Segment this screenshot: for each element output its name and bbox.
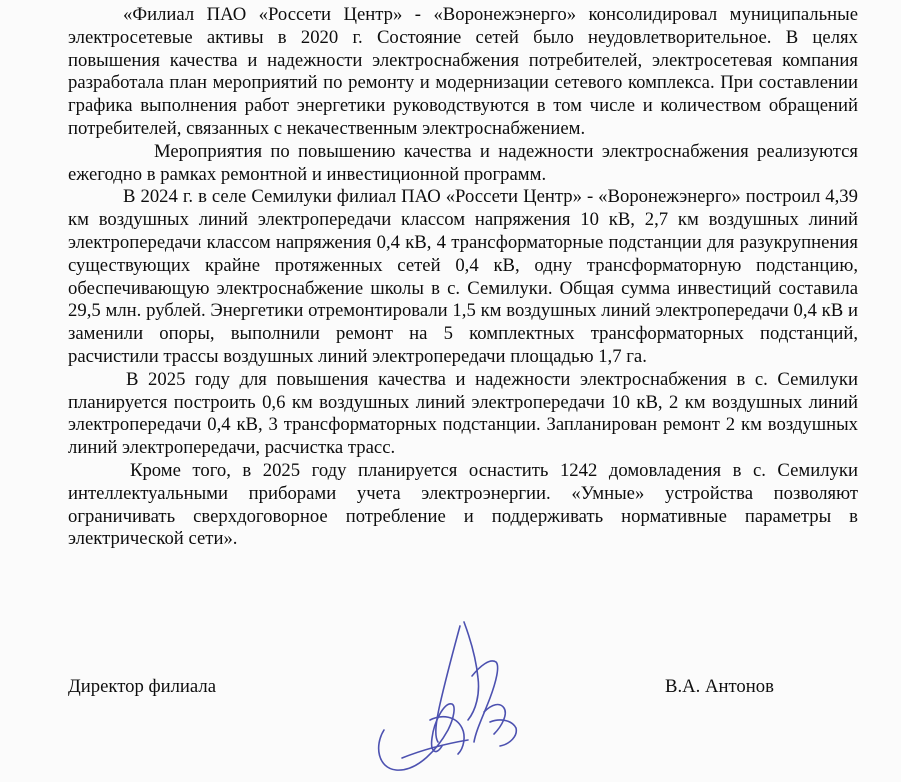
signatory-name: В.А. Антонов (665, 676, 774, 697)
signatory-position: Директор филиала (68, 676, 217, 697)
paragraph-1: «Филиал ПАО «Россети Центр» - «Воронежэнерго» консолидировал муниципальные электросетевые активы в 2020 г. Состояние сетей было неудовлетворительное. В целях повышения качества и надежности электроснабжения потребителей, электросетевая компания разработала план мероприятий по ремонту и модернизации сетевого комплекса. При составлении графика выполнения работ энергетики руководствуются в том числе и количеством обращений потребителей, связанных с некачественным электроснабжением. (68, 4, 858, 139)
paragraph-4: В 2025 году для повышения качества и надежности электроснабжения в с. Семилуки планируется построить 0,6 км воздушных линий электропередачи 10 кВ, 2 км воздушных линий электропередачи 0,4 кВ, 3 трансформаторных подстанции. Запланирован ремонт 2 км воздушных линий электропередачи, расчистка трасс. (68, 368, 858, 459)
letter-body (68, 4, 858, 551)
paragraph-2: Мероприятия по повышению качества и надежности электроснабжения реализуются ежегодно в рамках ремонтной и инвестиционной программ. (68, 140, 858, 185)
paragraph-5: Кроме того, в 2025 году планируется оснастить 1242 домовладения в с. Семилуки интеллектуальными приборами учета электроэнергии. «Умные» устройства позволяют ограничивать сверхдоговорное потребление и поддерживать нормативные параметры в электрической сети». (68, 459, 858, 550)
handwritten-signature-icon (372, 618, 542, 782)
paragraph-3: В 2024 г. в селе Семилуки филиал ПАО «Россети Центр» - «Воронежэнерго» построил 4,39 км воздушных линий электропередачи классом напряжения 10 кВ, 2,7 км воздушных линий электропередачи классом напряжения 0,4 кВ, 4 трансформаторные подстанции для разукрупнения существующих крайне протяженных сетей 0,4 кВ, одну трансформаторную подстанцию, обеспечивающую электроснабжение школы в с. Семилуки. Общая сумма инвестиций составила 29,5 млн. рублей. Энергетики отремонтировали 1,5 км воздушных линий электропередачи 0,4 кВ и заменили опоры, выполнили ремонт на 5 комплектных трансформаторных подстанций, расчистили трассы воздушных линий электропередачи площадью 1,7 га. (68, 186, 858, 367)
